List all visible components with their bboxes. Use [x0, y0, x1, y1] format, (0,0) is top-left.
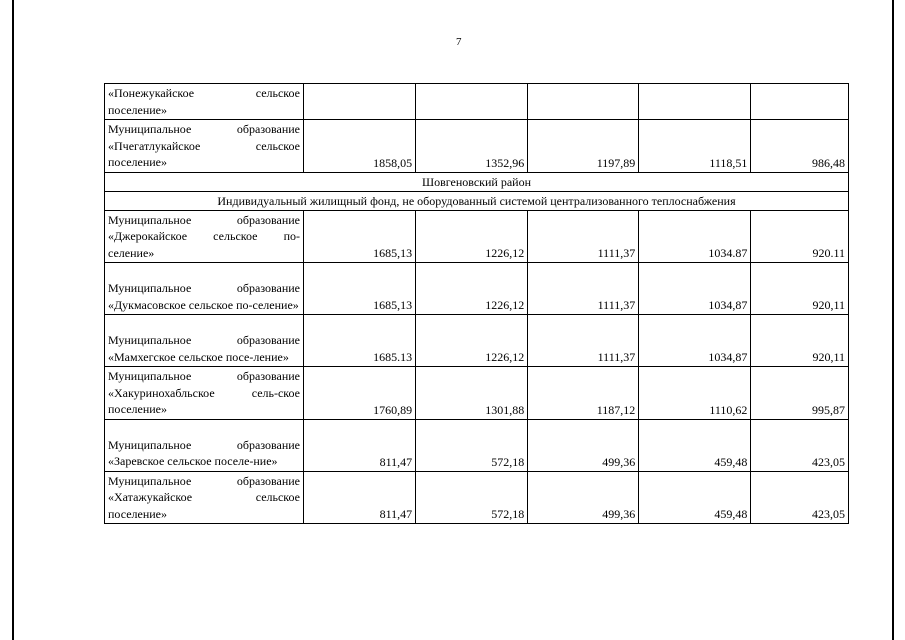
category-title: Индивидуальный жилищный фонд, не оборудованный системой централизованного теплоснабжения	[105, 191, 849, 210]
table-row	[105, 367, 849, 420]
row-value: 920.11	[751, 210, 849, 263]
row-value	[304, 84, 416, 120]
row-value: 1685,13	[304, 263, 416, 315]
row-name: Муниципальное образование «Пчегатлукайское сельское поселение»	[105, 120, 304, 173]
row-name: Муниципальное образование «Хатажукайское сельское поселение»	[105, 471, 304, 524]
row-value: 423,05	[751, 471, 849, 524]
row-value: 1858,05	[304, 120, 416, 173]
row-name: Муниципальное образование «Дукмасовское сельское по-селение»	[105, 263, 304, 315]
row-name: Муниципальное образование «Джерокайское сельское по-селение»	[105, 210, 304, 263]
page-border-right	[892, 0, 894, 640]
category-row	[105, 191, 849, 210]
row-value: 920,11	[751, 315, 849, 367]
row-value: 572,18	[416, 471, 528, 524]
row-value	[639, 84, 751, 120]
row-value: 811,47	[304, 471, 416, 524]
page-border-left	[12, 0, 14, 640]
row-value: 1111,37	[528, 315, 639, 367]
table-row	[105, 419, 849, 471]
row-value: 1226,12	[416, 315, 528, 367]
row-value: 1685,13	[304, 210, 416, 263]
row-value: 1197,89	[528, 120, 639, 173]
table-row	[105, 120, 849, 173]
table-row	[105, 315, 849, 367]
row-value: 920,11	[751, 263, 849, 315]
district-row	[105, 172, 849, 191]
row-value: 1111,37	[528, 210, 639, 263]
row-value: 459,48	[639, 419, 751, 471]
district-title: Шовгеновский район	[105, 172, 849, 191]
tariff-table	[104, 83, 849, 524]
row-value: 499,36	[528, 419, 639, 471]
row-value: 1118,51	[639, 120, 751, 173]
row-value: 1110,62	[639, 367, 751, 420]
row-name: «Понежукайское сельское поселение»	[105, 84, 304, 120]
row-name: Муниципальное образование «Заревское сельское поселе-ние»	[105, 419, 304, 471]
row-value: 1685.13	[304, 315, 416, 367]
row-value: 1034,87	[639, 315, 751, 367]
row-value: 1226,12	[416, 263, 528, 315]
row-value: 1111,37	[528, 263, 639, 315]
table-row	[105, 471, 849, 524]
row-value: 1034,87	[639, 263, 751, 315]
row-value: 1760,89	[304, 367, 416, 420]
row-name: Муниципальное образование «Мамхегское сельское посе-ление»	[105, 315, 304, 367]
row-name: Муниципальное образование «Хакуринохабльское сель-ское поселение»	[105, 367, 304, 420]
row-value: 1034.87	[639, 210, 751, 263]
table-row	[105, 84, 849, 120]
row-value	[528, 84, 639, 120]
row-value: 423,05	[751, 419, 849, 471]
table-row	[105, 210, 849, 263]
row-value: 1187,12	[528, 367, 639, 420]
page-number: 7	[456, 36, 462, 48]
row-value: 499,36	[528, 471, 639, 524]
row-value: 572,18	[416, 419, 528, 471]
row-value	[416, 84, 528, 120]
row-value: 986,48	[751, 120, 849, 173]
row-value: 1352,96	[416, 120, 528, 173]
row-value: 1301,88	[416, 367, 528, 420]
table-row	[105, 263, 849, 315]
row-value: 1226,12	[416, 210, 528, 263]
row-value: 811,47	[304, 419, 416, 471]
row-value: 459,48	[639, 471, 751, 524]
row-value	[751, 84, 849, 120]
row-value: 995,87	[751, 367, 849, 420]
